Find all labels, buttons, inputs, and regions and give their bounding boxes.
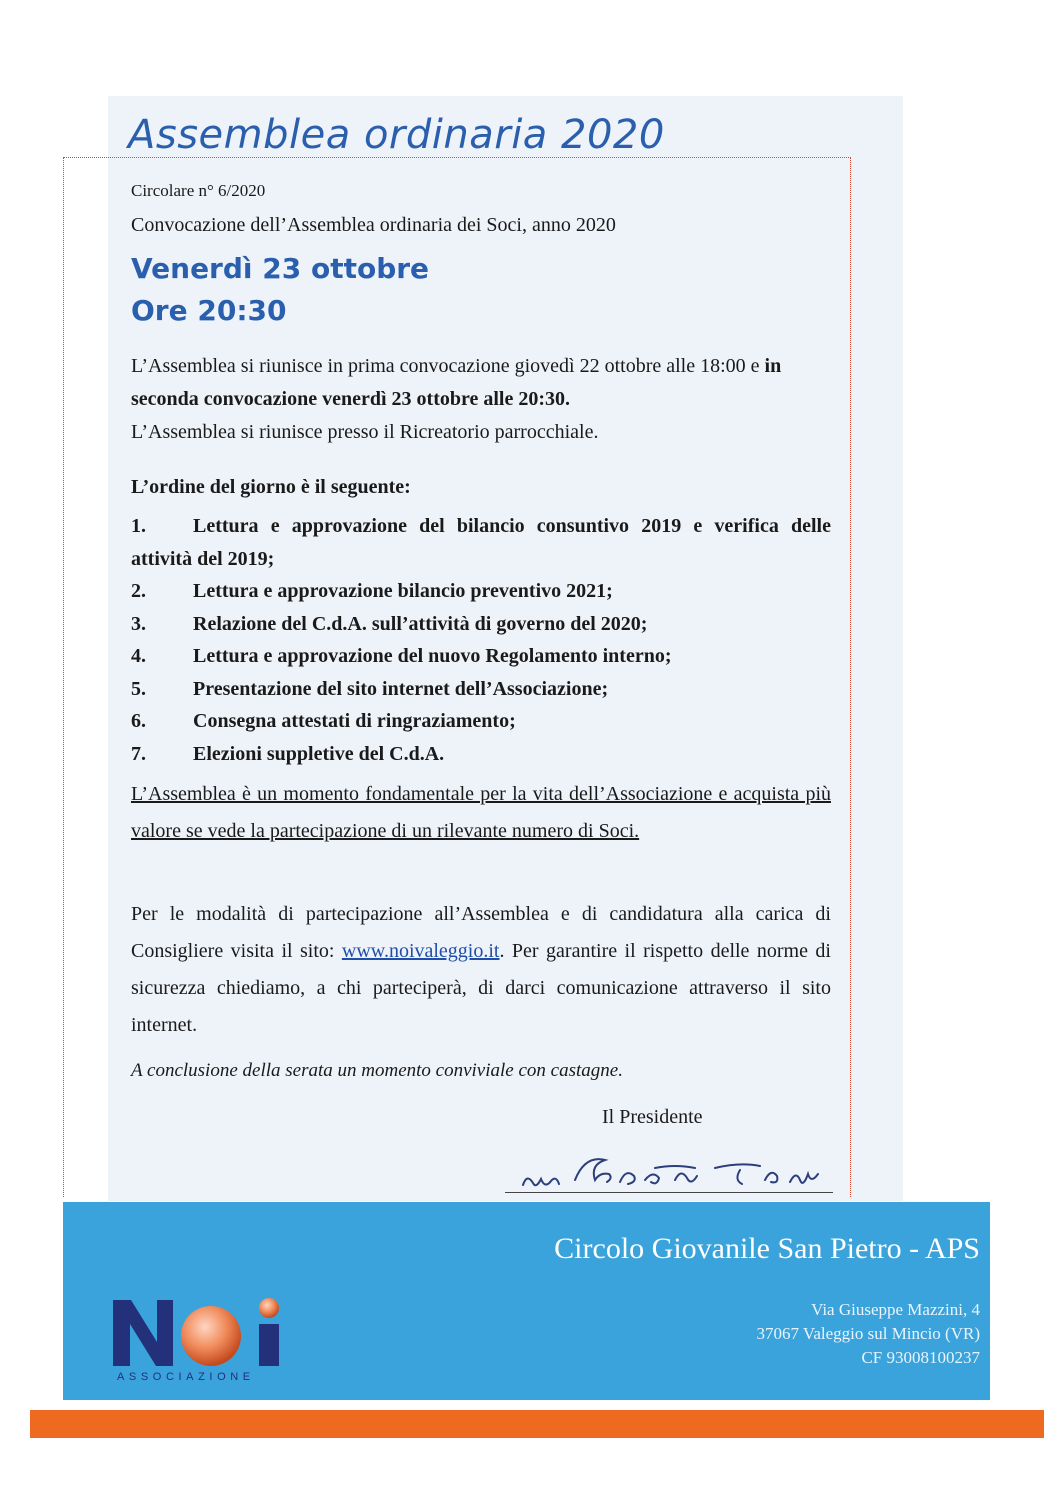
agenda-item [131, 640, 831, 673]
convocazione-subtitle: Convocazione dell’Assemblea ordinaria dei Soci, anno 2020 [131, 214, 616, 236]
footer-banner [63, 1202, 990, 1400]
signatory-role: Il Presidente [602, 1106, 703, 1128]
agenda-item [131, 738, 831, 771]
agenda-item [131, 575, 831, 608]
agenda-item-text: Relazione del C.d.A. sull’attività di governo del 2020; [193, 612, 648, 635]
agenda-item-number: 6. [131, 710, 146, 732]
closing-note: A conclusione della serata un momento conviviale con castagne. [131, 1060, 623, 1081]
intro-text: L’Assemblea si riunisce in prima convocazione giovedì 22 ottobre alle 18:00 e [131, 355, 765, 377]
address-city: 37067 Valeggio sul Mincio (VR) [756, 1324, 980, 1343]
organization-name: Circolo Giovanile San Pietro - APS [554, 1232, 980, 1265]
agenda-item-number: 7. [131, 742, 146, 765]
agenda-item-number: 2. [131, 580, 146, 602]
agenda-item-text: Lettura e approvazione bilancio preventivo 2021; [193, 580, 613, 602]
signature-line [505, 1192, 833, 1193]
meeting-date: Venerdì 23 ottobre [131, 252, 430, 285]
agenda-item-text: Lettura e approvazione del bilancio consuntivo 2019 e verifica delle attività del 2019; [131, 515, 831, 570]
agenda-item-number: 4. [131, 645, 146, 667]
agenda-item-number: 3. [131, 612, 146, 635]
agenda-item-text: Consegna attestati di ringraziamento; [193, 710, 516, 732]
intro-bold-text: in seconda convocazione venerdì 23 ottobre alle 20:30. [131, 355, 782, 410]
agenda-item-text: Presentazione del sito internet dell’Associazione; [193, 677, 609, 700]
agenda-item-number: 5. [131, 677, 146, 700]
agenda-item [131, 608, 831, 641]
agenda-item-text: Elezioni suppletive del C.d.A. [193, 742, 445, 765]
agenda-item [131, 705, 831, 738]
participation-paragraph [131, 896, 831, 1044]
agenda-item [131, 673, 831, 706]
organization-address [756, 1298, 980, 1370]
emphasis-paragraph: L’Assemblea è un momento fondamentale per la vita dell’Associazione e acquista più valore se vede la partecipazione di un rilevante numero di Soci. [131, 783, 831, 842]
agenda-item-text: Lettura e approvazione del nuovo Regolamento interno; [193, 645, 672, 667]
logo-subtext: ASSOCIAZIONE [117, 1371, 255, 1383]
intro-paragraph [131, 350, 831, 449]
address-street: Via Giuseppe Mazzini, 4 [811, 1300, 980, 1319]
document-title: Assemblea ordinaria 2020 [128, 112, 665, 158]
agenda-list [131, 510, 831, 770]
agenda-item-number: 1. [131, 515, 146, 537]
circolare-number: Circolare n° 6/2020 [131, 181, 266, 200]
website-link[interactable]: www.noivaleggio.it [341, 940, 500, 962]
intro-location-text: L’Assemblea si riunisce presso il Ricreatorio parrocchiale. [131, 421, 599, 443]
agenda-item [131, 510, 831, 575]
participation-text-after: . Per garantire il rispetto delle norme di sicurezza chiediamo, a chi parteciperà, di darci comunicazione attraverso il sito internet. [131, 940, 831, 1036]
meeting-time: Ore 20:30 [131, 294, 287, 327]
fiscal-code: CF 93008100237 [861, 1348, 980, 1367]
noi-logo [113, 1294, 345, 1384]
agenda-title: L’ordine del giorno è il seguente: [131, 476, 411, 498]
orange-bar [30, 1410, 1044, 1438]
participation-text: Per le modalità di partecipazione all’Assemblea e di candidatura alla carica di Consigliere visita il sito: [131, 903, 831, 962]
